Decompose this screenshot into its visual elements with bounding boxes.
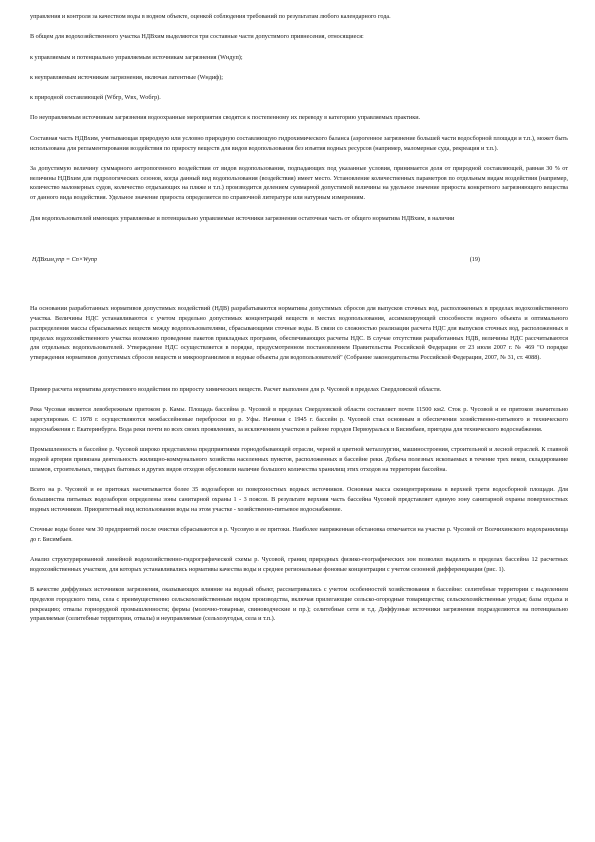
equation-number: (19) bbox=[469, 256, 480, 264]
paragraph-intakes: Всего на р. Чусовой и ее притоках насчитывается более 35 водозаборов из поверхностных водных источников. Основная масса сконцентрирована в верхней трети водосборной площади. Для большинства питьевых водозаборов определены зоны санитарной охраны 1 - 3 поясов. В результате верхняя часть бассейна Чусовой представляет единую зону санитарной охраны поверхностных водных источников. Приоритетный вид использования воды на этом участке - хозяйственно-питьевое водоснабжение. bbox=[30, 486, 568, 513]
paragraph-nds: На основании разработанных нормативов допустимых воздействий (НДВ) разрабатываются нормативы допустимых сбросов для выпусков сточных вод, расположенных в пределах водохозяйственного участка. Величины НДС устанавливаются с учетом предельно допустимых концентраций веществ в местах водопользования, ассимилирующей способности водного объекта и оптимального распределения массы сбрасываемых веществ между водопользователями, сбрасывающими сточные воды. В связи со сложностью реализации расчета НДС для выпусков сточных вод, расположенных в пределах водохозяйственного участка возможно проведение пакетов прикладных программ, обеспечивающих расчеты НДС. В случае отсутствия разработанных НДВ, величины НДС рассчитываются для отдельных водопользователей. Утверждение НДС осуществляется в порядке, предусмотренном постановлением Правительства Российской Федерации от 23 июля 2007 г. № 469 "О порядке утверждения нормативов допустимых сбросов веществ и микроорганизмов в водные объекты для водопользователей" (Собрание законодательства Российской Федерации, 2007, № 31, ст. 4088). bbox=[30, 305, 568, 362]
paragraph-water-users: Для водопользователей имеющих управляемые и потенциально управляемые источники загрязнения остаточная часть от общего норматива НДВхим, в наличии bbox=[30, 214, 455, 222]
paragraph-natural-share: Составная часть НДВхим, учитывающая природную или условно природную составляющую гидрохимического баланса (аэрогенное загрязнение большей части водосборной площади и т.п.), может быть использована для регламентирования воздействия по приросту веществ для видов водопользования без изъятия водных ресурсов (например, маломерные суда, рекреация и т.п.). bbox=[30, 134, 568, 152]
document-page bbox=[30, 12, 568, 635]
equation-19 bbox=[30, 255, 568, 265]
paragraph-diffuse-sources: В качестве диффузных источников загрязнения, оказывающих влияние на водный объект, рассматривались с учетом особенностей хозяйствования в бассейне: селитебные территории с выделением пределов городского типа, села с преимущественно сельскохозяйственным видом производства, включая прилегающие сельско-огородные товарищества; сельскохозяйственные угодья; базы отдыха и рекреацию; отвалы горнорудной промышленности; фермы (молочно-товарные, свиноводческие и пр.); селитебные сети и т.д. Диффузные источники загрязнения подразделяются на потенциально управляемые (селитебные территории, отвалы) и неуправляемые (сельхозугодья, села и т.п.). bbox=[30, 586, 568, 623]
paragraph-unmanaged-sources: По неуправляемым источникам загрязнения водоохранные мероприятия сводятся к постепенному их переводу в категорию управляемых практики. bbox=[30, 114, 421, 122]
paragraph-components: В общем для водохозяйственного участка НДВхим выделяются три составные части допустимого привнесения, относящиеся: bbox=[30, 33, 364, 41]
paragraph-example: Пример расчета норматива допустимого воздействия по приросту химических веществ. Расчет выполнен для р. Чусовой в пределах Свердловской области. bbox=[30, 385, 442, 393]
paragraph-wastewater: Сточные воды более чем 30 предприятий после очистки сбрасываются в р. Чусовую и ее притоки. Наиболее напряженная обстановка отмечается на участке р. Чусовой от Волчихинского водохранилища до г. Бисимбаев. bbox=[30, 525, 568, 543]
list-item-unmanaged: к неуправляемым источникам загрязнения, включая латентные (Wндиф); bbox=[30, 73, 223, 81]
paragraph-intro-end: управления и контроля за качеством воды в водном объекте, оценкой соблюдения требований по результатам любого календарного года. bbox=[30, 13, 391, 20]
list-item-managed: к управляемым и потенциально управляемым источникам загрязнения (Wндуп); bbox=[30, 53, 243, 61]
paragraph-allowable-impact: За допустимую величину суммарного антропогенного воздействия от видов водопользования, подпадающих под указанные условия, принимается доля от природной составляющей, равная 30 % от величины НДВхим для гидрологических сезонов, когда данный вид водопользования (воздействия) имеет место. Установление количественных параметров по отдельным видам воздействия (например, количество маломерных судов, количество отдыхающих на пляже и т.п.) производится делением суммарной допустимой величины на удельное значение прироста конкретного загрязняющего вещества от данного вида воздействия. Удельное значение прироста определяется по справочной литературе или натурным измерениям. bbox=[30, 164, 568, 202]
equation-formula: НДВхим,упр = Cn×Wупр bbox=[32, 256, 98, 264]
paragraph-river: Река Чусовая является левобережным притоком р. Камы. Площадь бассейна р. Чусовой в пределах Свердловской области составляет почти 11500 км2. Сток р. Чусовой и ее притоков значительно зарегулирован. С 1978 г. осуществляются межбассейновые переброски из р. Уфы. Начиная с 1945 г. бассейн р. Чусовой стал основным в обеспечении хозяйственно-питьевого и технического водоснабжения г. Екатеринбурга. Вода реки почти во всех своих проявлениях, за исключением участков в районе городов Первоуральск и Бисимбаев, пригодна для технического водоснабжения. bbox=[30, 406, 568, 433]
paragraph-industry: Промышленность в бассейне р. Чусовой широко представлена предприятиями горнодобывающей отрасли, черной и цветной металлургии, машиностроения, строительной и лесной отраслей. К главной водной артерии привязана деятельность жилищно-коммунального хозяйства населенных пунктов, расположенных в бассейне реки. Добыча полезных ископаемых в течение трех веков, складирование шламов, строительных, твердых бытовых и других видов отходов обусловили наличие большого количества хранилищ этих отходов на территории бассейна. bbox=[30, 446, 568, 473]
paragraph-analysis: Анализ структурированной линейной водохозяйственно-гидрографической схемы р. Чусовой, границ природных физико-географических зон позволил выделить в пределах бассейна 12 расчетных водохозяйственных участков, для которых устанавливались нормативы качества воды и среднее региональные фоновые концентрации с учетом сезонной дифференциации (рис. 1). bbox=[30, 556, 568, 573]
list-item-natural: к природной составляющей (Wбгр, Wвх, Wобгр). bbox=[30, 94, 161, 102]
